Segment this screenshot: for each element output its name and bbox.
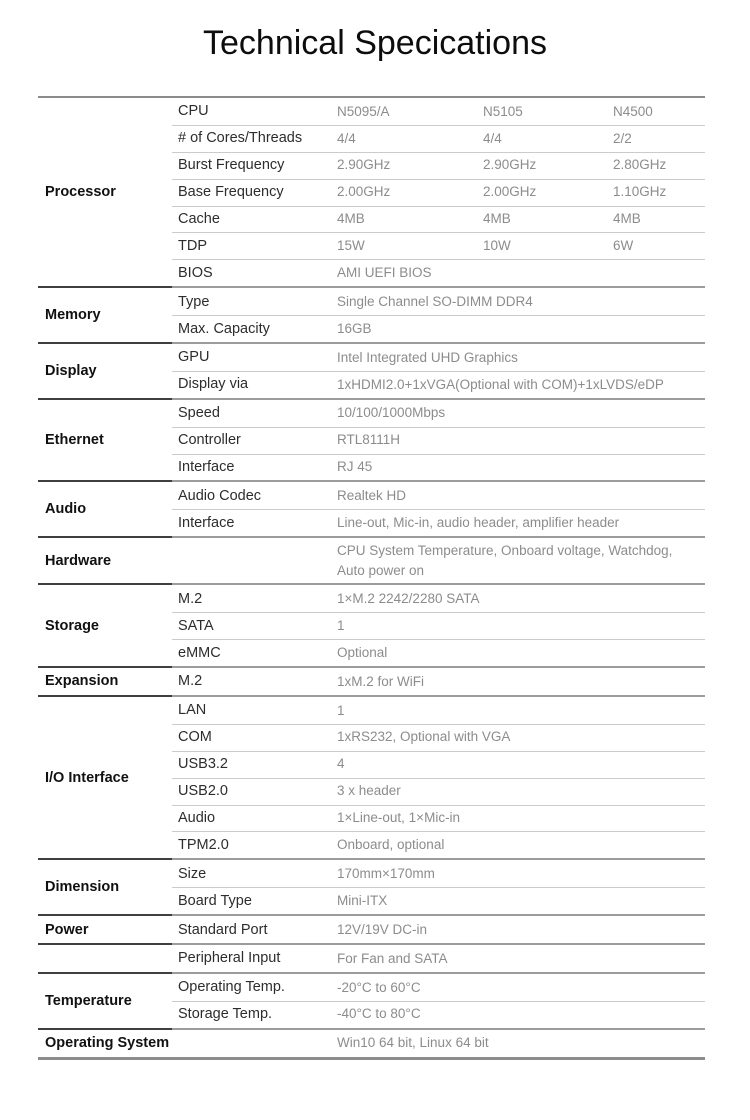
row-values (337, 344, 705, 371)
row-values (337, 724, 705, 751)
row-values (337, 482, 705, 509)
row-values (337, 232, 705, 259)
row-label: Storage Temp. (178, 1006, 273, 1023)
section-category-label: Processor (45, 184, 116, 201)
row-value: AMI UEFI BIOS (337, 265, 432, 280)
row-label: BIOS (178, 264, 213, 281)
row-values (337, 371, 705, 398)
row-value: 1 (337, 702, 345, 718)
row-value: 1×M.2 2242/2280 SATA (337, 591, 480, 607)
spec-row (172, 831, 705, 858)
section-category-label: Storage (45, 617, 99, 634)
section-category-label: Ethernet (45, 432, 104, 449)
row-label: Audio Codec (178, 487, 262, 504)
page-title: Technical Specications (203, 24, 547, 62)
spec-row (172, 288, 705, 315)
row-value: 170mm×170mm (337, 865, 435, 881)
row-values (337, 916, 705, 943)
spec-row (172, 400, 705, 427)
row-label: COM (178, 729, 212, 746)
section-rows (172, 697, 705, 858)
spec-row (172, 206, 705, 233)
row-value: 1×Line-out, 1×Mic-in (337, 810, 461, 826)
spec-row (172, 371, 705, 398)
row-label: USB3.2 (178, 756, 228, 773)
row-value: 1 (337, 617, 345, 633)
row-value: 1xRS232, Optional with VGA (337, 729, 511, 745)
spec-row (172, 152, 705, 179)
row-values (337, 427, 705, 454)
row-label: Cache (178, 211, 220, 227)
row-value: Intel Integrated UHD Graphics (337, 349, 518, 365)
row-values (337, 805, 705, 832)
row-value: -40°C to 80°C (337, 1006, 421, 1022)
spec-row (172, 697, 705, 724)
spec-section (38, 583, 705, 666)
spec-row (172, 668, 705, 695)
row-label (172, 1030, 337, 1057)
row-values (337, 259, 705, 286)
row-value: RJ 45 (337, 459, 373, 475)
section-rows (172, 1030, 705, 1057)
row-value: 4MB (483, 211, 511, 227)
section-category-label (38, 945, 172, 972)
section-category-label: Hardware (45, 552, 112, 569)
row-label: Peripheral Input (178, 950, 281, 967)
spec-row (172, 125, 705, 152)
row-label: Max. Capacity (178, 320, 270, 337)
spec-row (172, 724, 705, 751)
row-values (337, 179, 705, 206)
spec-row (172, 232, 705, 259)
section-rows (172, 98, 705, 286)
spec-row (172, 585, 705, 612)
row-values (337, 612, 705, 639)
section-rows (172, 400, 705, 481)
section-rows (172, 668, 705, 695)
spec-row (172, 538, 705, 583)
row-value: Line-out, Mic-in, audio header, amplifier header (337, 515, 620, 531)
spec-row (172, 887, 705, 914)
row-value: 10W (483, 238, 511, 254)
row-label: USB2.0 (178, 783, 228, 800)
row-value: RTL8111H (337, 432, 401, 448)
spec-row (172, 916, 705, 943)
row-label: Speed (178, 405, 220, 422)
row-label: Size (178, 865, 207, 882)
row-label: TPM2.0 (178, 836, 229, 853)
row-value: 1.10GHz (613, 184, 667, 200)
row-label (172, 538, 337, 583)
row-value: Onboard, optional (337, 837, 445, 853)
row-value: 2.00GHz (337, 184, 391, 200)
spec-row (172, 805, 705, 832)
row-values (337, 751, 705, 778)
row-value: 16GB (337, 320, 372, 336)
section-rows (172, 344, 705, 398)
row-value: 2.80GHz (613, 157, 667, 173)
section-category-label: Memory (45, 307, 101, 324)
spec-section (38, 286, 705, 342)
section-rows (172, 538, 705, 583)
section-category-label: Expansion (45, 673, 119, 690)
row-label: Audio (178, 809, 216, 826)
row-label: LAN (178, 702, 207, 719)
row-value: Mini-ITX (337, 892, 388, 908)
section-category-label: Audio (45, 501, 87, 518)
row-values (337, 887, 705, 914)
spec-section (38, 536, 705, 583)
spec-row (172, 1001, 705, 1028)
row-label: SATA (178, 617, 214, 634)
row-values (337, 778, 705, 805)
spec-row (172, 98, 705, 125)
spec-table (38, 96, 705, 1060)
spec-section (38, 695, 705, 858)
spec-row (172, 454, 705, 481)
spec-section (38, 342, 705, 398)
row-value: -20°C to 60°C (337, 979, 421, 995)
row-label: Controller (178, 432, 241, 449)
spec-section (38, 480, 705, 536)
section-category-label: I/O Interface (45, 769, 129, 786)
row-value: 2.00GHz (483, 184, 537, 200)
row-values (337, 98, 705, 125)
spec-section (38, 98, 705, 286)
row-values (337, 288, 705, 315)
row-value: 15W (337, 238, 365, 254)
row-values (337, 509, 705, 536)
section-rows (172, 974, 705, 1028)
section-rows (172, 945, 705, 972)
row-value: For Fan and SATA (337, 950, 448, 966)
row-value: 4/4 (337, 130, 356, 146)
row-values (337, 585, 705, 612)
row-value: 3 x header (337, 783, 401, 799)
section-rows (172, 288, 705, 342)
spec-section (38, 943, 705, 972)
spec-row (172, 945, 705, 972)
row-value: 2/2 (613, 130, 632, 146)
spec-row (172, 315, 705, 342)
row-value: Single Channel SO-DIMM DDR4 (337, 293, 533, 309)
spec-row (172, 482, 705, 509)
spec-section (38, 1028, 705, 1057)
row-values (337, 1030, 705, 1057)
spec-row (172, 612, 705, 639)
row-label: Interface (178, 514, 235, 531)
row-value: 1xM.2 for WiFi (337, 673, 425, 689)
spec-row (172, 427, 705, 454)
row-value: N5105 (483, 103, 523, 119)
row-values (337, 974, 705, 1001)
row-values (337, 668, 705, 695)
row-value: 4 (337, 756, 345, 772)
row-values (337, 860, 705, 887)
spec-section (38, 858, 705, 914)
section-category-label: Dimension (45, 879, 120, 896)
spec-section (38, 972, 705, 1028)
row-values (337, 206, 705, 233)
row-value: Optional (337, 644, 388, 660)
row-value: Realtek HD (337, 488, 407, 504)
row-values (337, 400, 705, 427)
row-value: 4MB (613, 211, 641, 227)
row-label: Base Frequency (178, 184, 284, 201)
row-label: Board Type (178, 892, 252, 909)
section-category-label: Power (45, 921, 89, 938)
spec-section (38, 914, 705, 943)
row-values (337, 1001, 705, 1028)
row-values (337, 945, 705, 972)
row-values (337, 538, 705, 583)
row-value: 4MB (337, 211, 365, 227)
row-value: N4500 (613, 103, 653, 119)
row-values (337, 639, 705, 666)
spec-row (172, 509, 705, 536)
spec-row (172, 751, 705, 778)
row-value: Win10 64 bit, Linux 64 bit (337, 1035, 489, 1051)
section-category-label: Operating System (45, 1035, 170, 1052)
row-values (337, 152, 705, 179)
row-label: Interface (178, 459, 235, 476)
spec-section (38, 666, 705, 695)
row-label: M.2 (178, 673, 203, 690)
row-value: 6W (613, 238, 634, 254)
spec-row (172, 179, 705, 206)
row-label: M.2 (178, 590, 203, 607)
row-label: GPU (178, 349, 210, 366)
section-category-label: Display (45, 362, 97, 379)
row-value: 1xHDMI2.0+1xVGA(Optional with COM)+1xLVDS/eDP (337, 376, 664, 392)
spec-row (172, 259, 705, 286)
row-value: 2.90GHz (483, 157, 537, 173)
row-label: eMMC (178, 644, 221, 661)
section-rows (172, 482, 705, 536)
row-label: Display via (178, 376, 249, 393)
row-label: Type (178, 293, 210, 310)
row-value: N5095/A (337, 103, 390, 119)
section-rows (172, 916, 705, 943)
row-values (337, 697, 705, 724)
row-value: 4/4 (483, 130, 502, 146)
row-values (337, 831, 705, 858)
row-value: CPU System Temperature, Onboard voltage, Watchdog, Auto power on (337, 543, 673, 578)
section-rows (172, 585, 705, 666)
spec-row (172, 1030, 705, 1057)
row-values (337, 315, 705, 342)
row-label: # of Cores/Threads (178, 130, 303, 147)
spec-row (172, 344, 705, 371)
row-label: Burst Frequency (178, 157, 285, 174)
section-rows (172, 860, 705, 914)
spec-section (38, 398, 705, 481)
row-label: Standard Port (178, 921, 268, 938)
row-value: 12V/19V DC-in (337, 921, 428, 937)
row-values (337, 125, 705, 152)
row-label: CPU (178, 103, 209, 120)
row-value: 10/100/1000Mbps (337, 405, 446, 421)
row-label: Operating Temp. (178, 979, 285, 996)
spec-row (172, 974, 705, 1001)
spec-row (172, 639, 705, 666)
section-category-label: Temperature (45, 992, 132, 1009)
row-values (337, 454, 705, 481)
spec-row (172, 778, 705, 805)
spec-row (172, 860, 705, 887)
row-value: 2.90GHz (337, 157, 391, 173)
row-label: TDP (178, 237, 207, 254)
